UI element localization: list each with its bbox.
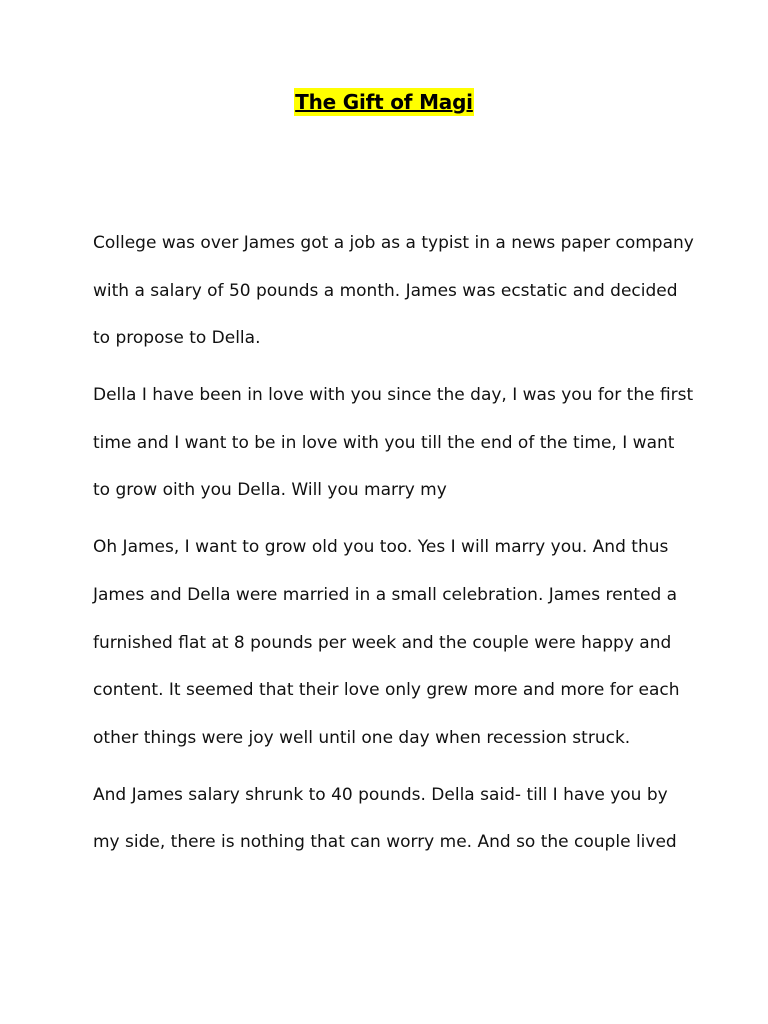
text-line: content. It seemed that their love only grew more and more for each (93, 680, 680, 701)
text-line: other things were joy well until one day when recession struck. (93, 727, 631, 748)
document-title: The Gift of Magi (295, 90, 473, 114)
paragraph (93, 220, 693, 363)
text-line: furnished flat at 8 pounds per week and the couple were happy and (93, 632, 672, 653)
document-body (93, 220, 693, 876)
paragraph (93, 772, 693, 867)
text-line: Oh James, I want to grow old you too. Yes I will marry you. And thus (93, 537, 669, 558)
text-line: to grow oith you Della. Will you marry my (93, 480, 447, 501)
text-line: James and Della were married in a small celebration. James rented a (93, 584, 678, 605)
text-line: with a salary of 50 pounds a month. James was ecstatic and decided (93, 280, 678, 301)
text-line: College was over James got a job as a typist in a news paper company (93, 233, 694, 253)
text-line: my side, there is nothing that can worry me. And so the couple lived (93, 832, 677, 853)
title-container (0, 88, 768, 116)
text-line: Della I have been in love with you since the day, I was you for the first (93, 385, 694, 406)
paragraph (93, 524, 693, 762)
text-line: And James salary shrunk to 40 pounds. Della said- till I have you by (93, 784, 668, 805)
paragraph (93, 372, 693, 515)
text-line: time and I want to be in love with you till the end of the time, I want (93, 432, 675, 453)
text-line: to propose to Della. (93, 328, 261, 349)
